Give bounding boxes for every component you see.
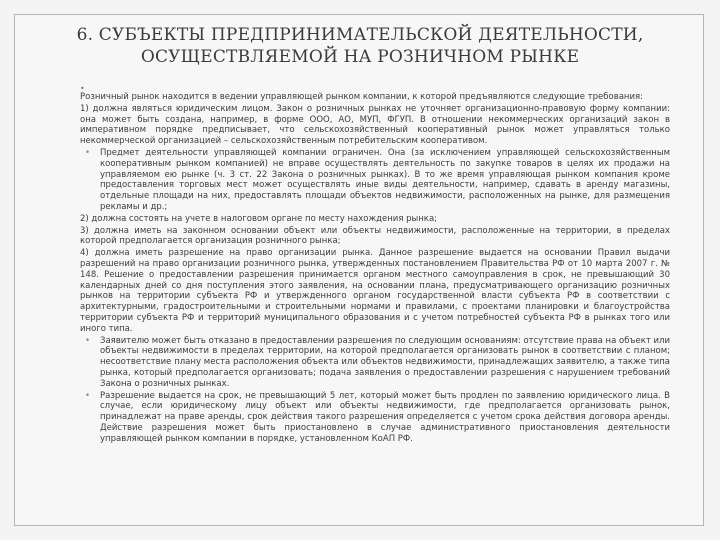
slide-title <box>20 24 700 68</box>
bullet-permit-term: • Разрешение выдается на срок, не превышающий 5 лет, который может быть продлен по заявлению юридического лица. В случае, если юридическому лицу объект или объекты недвижимости, где предполагается организовать рынок, принадлежат на праве аренды, срок действия такого разрешения определяется с учетом срока действия договора аренды. Действие разрешения может быть приостановлено в случае административного приостановления деятельности управляющей рынком компании в порядке, установленном КоАП РФ. <box>80 391 670 445</box>
requirement-3: 3) должна иметь на законном основании объект или объекты недвижимости, расположенные на территории, в пределах которой предполагается организация розничного рынка; <box>80 225 670 247</box>
requirement-1: 1) должна являться юридическим лицом. Закон о розничных рынках не уточняет организационно-правовую форму компании: она может быть создана, например, в форме ООО, АО, МУП, ФГУП. В отношении некоммерческих организаций закон в императивном порядке предписывает, что сельскохозяйственный кооперативный рынок может управляться только некоммерческой организацией – сельскохозяйственным потребительским кооперативом. <box>80 103 670 147</box>
bullet-activity-scope: • Предмет деятельности управляющей компании ограничен. Она (за исключением управляющей сельскохозяйственным кооперативным рынком компанией) не вправе осуществлять деятельность по закупке товаров в целях их продажи на управляемом ею рынке (ч. 3 ст. 22 Закона о розничных рынках). В то же время управляющая рынком компания кроме предоставления торговых мест может осуществлять иные виды деятельности, например, сдавать в аренду магазины, отдельные площади на них, предоставлять площади объектов недвижимости, расположенных на рынке, для размещения рекламы и др.; <box>80 148 670 213</box>
intro-paragraph: Розничный рынок находится в ведении управляющей рынком компании, к которой предъявляются следующие требования: <box>80 92 643 102</box>
title-line-2: ОСУЩЕСТВЛЯЕМОЙ НА РОЗНИЧНОМ РЫНКЕ <box>140 47 580 67</box>
bullet-refusal-grounds: • Заявителю может быть отказано в предоставлении разрешения по следующим основаниям: отсутствие права на объект или объекты недвижимости в пределах территории, на которой предполагается организовать рынок в соответствии с планом; несоответствие плану места расположения объекта или объектов недвижимости, принадлежащих заявителю, а также типа рынка, который предполагается организовать; подача заявления о предоставлении разрешения с нарушением требований Закона о розничных рынках. <box>80 336 670 390</box>
empty-bullet-dot: • <box>80 84 85 93</box>
title-line-1: 6. СУБЪЕКТЫ ПРЕДПРИНИМАТЕЛЬСКОЙ ДЕЯТЕЛЬНОСТИ, <box>76 25 644 45</box>
requirement-4: 4) должна иметь разрешение на право организации рынка. Данное разрешение выдается на основании Правил выдачи разрешений на право организации розничного рынка, утвержденных постановлением Правительства РФ от 10 марта 2007 г. № 148. Решение о предоставлении разрешения принимается органом местного самоуправления в срок, не превышающий 30 календарных дней со дня поступления этого заявления, на основании плана, предусматривающего организацию розничных рынков на территории субъекта РФ и утвержденного органом государственной власти субъекта РФ в соответствии с архитектурными, градостроительными и строительными нормами и правилами, с проектами планировки и благоустройства территории субъекта РФ и территорий муниципального образования и с учетом потребностей субъекта РФ в рынках того или иного типа. <box>80 248 670 334</box>
slide-body <box>80 86 670 446</box>
requirement-2: 2) должна состоять на учете в налоговом органе по месту нахождения рынка; <box>80 213 438 224</box>
